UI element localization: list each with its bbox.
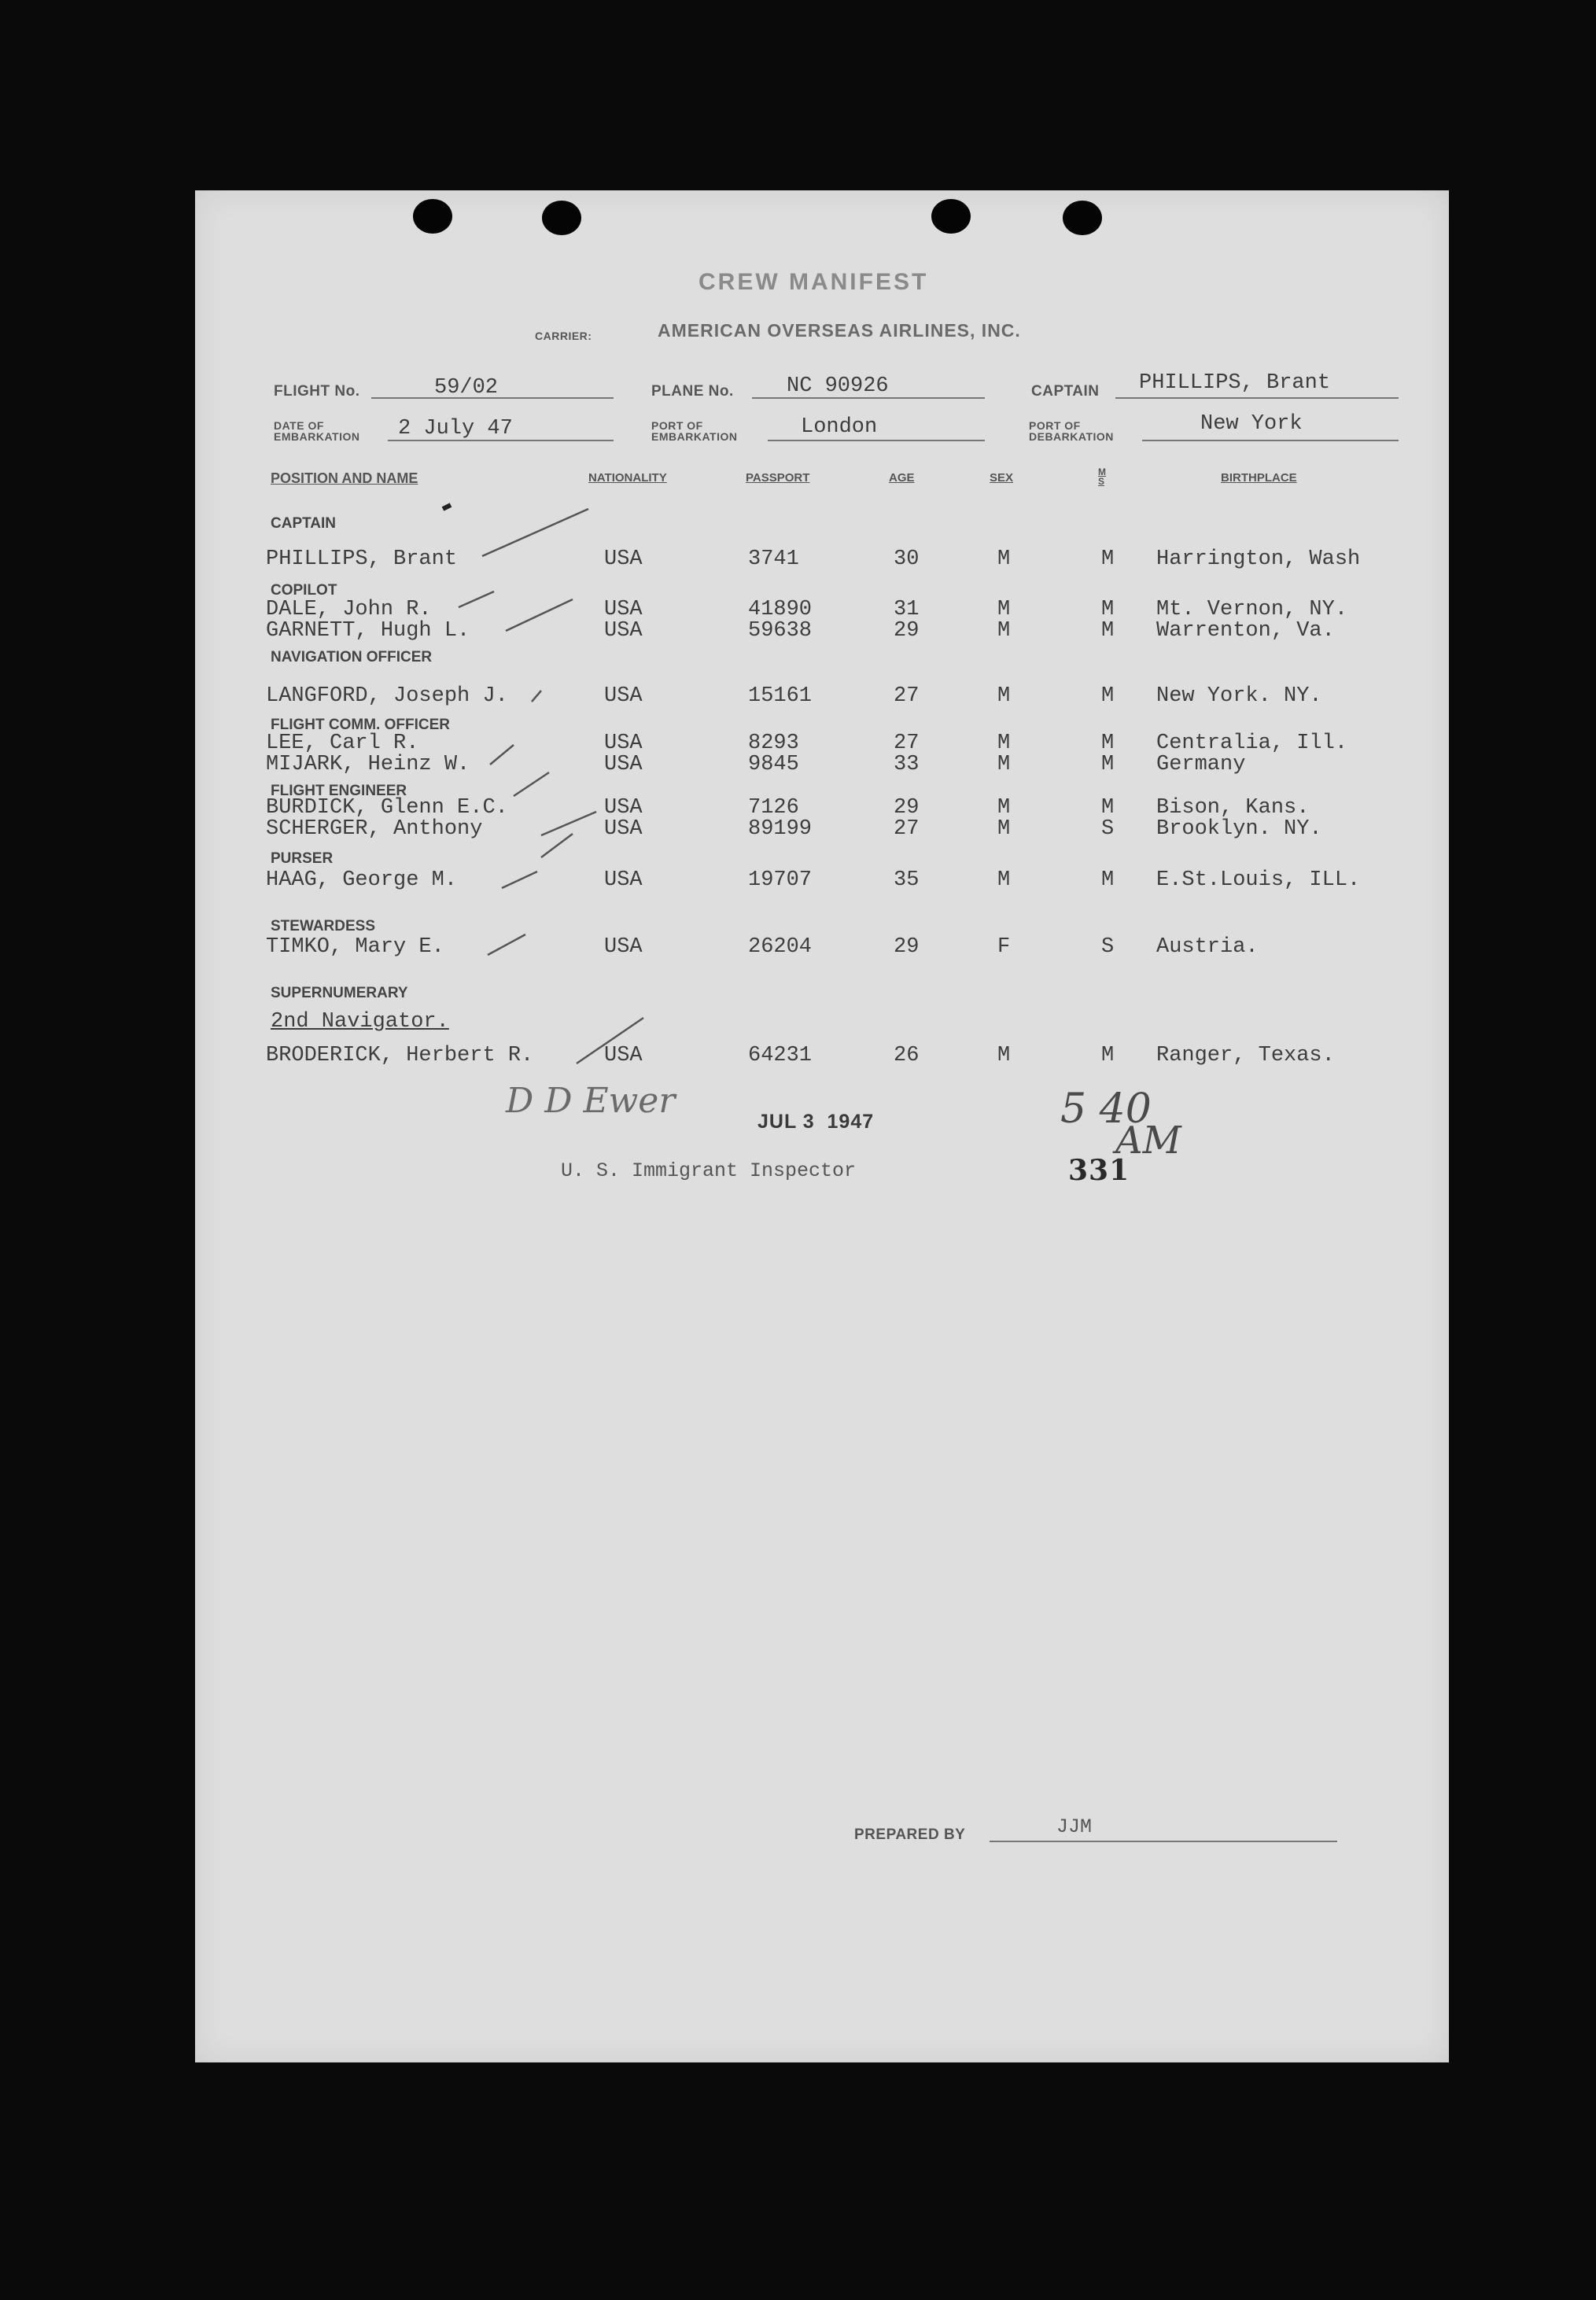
crew-age: 35 [894,868,920,892]
category-captain: CAPTAIN [271,515,337,532]
crew-sex: M [997,1044,1011,1067]
captain-label: CAPTAIN [1031,383,1100,400]
crew-age: 29 [894,935,920,959]
crew-birthplace: Brooklyn. NY. [1156,817,1322,841]
crew-passport: 64231 [748,1044,813,1067]
carrier-label: CARRIER: [535,330,592,342]
crew-sex: M [997,598,1011,621]
crew-nationality: USA [604,796,643,820]
prepared-by-label: PREPARED BY [854,1826,966,1843]
port-embarkation-label: PORT OF EMBARKATION [651,419,738,443]
crew-name: BRODERICK, Herbert R. [266,1044,534,1067]
page-number: 331 [1068,1154,1130,1187]
crew-sex: F [997,935,1011,959]
crew-birthplace: Mt. Vernon, NY. [1156,598,1348,621]
crew-name: DALE, John R. [266,598,432,621]
crew-birthplace: Centralia, Ill. [1156,732,1348,755]
crew-nationality: USA [604,684,643,708]
crew-nationality: USA [604,598,643,621]
port-debarkation-label: PORT OF DEBARKATION [1029,419,1114,443]
manifest-sheet [195,190,1449,2062]
crew-age: 27 [894,732,920,755]
crew-nationality: USA [604,619,643,643]
field-underline [388,440,614,441]
crew-passport: 59638 [748,619,813,643]
crew-passport: 3741 [748,547,799,571]
field-underline [1115,397,1399,399]
category-engineer: FLIGHT ENGINEER [271,783,407,799]
date-value: 2 July 47 [398,417,513,440]
crew-name: TIMKO, Mary E. [266,935,444,959]
crew-name: SCHERGER, Anthony [266,817,483,841]
prepared-by-value: JJM [1056,1815,1093,1838]
port-embarkation-value: London [801,415,878,439]
form-title: CREW MANIFEST [698,269,929,295]
check-mark [195,190,196,191]
inspector-signature: D D Ewer [506,1081,676,1121]
crew-birthplace: Ranger, Texas. [1156,1044,1335,1067]
category-stewardess: STEWARDESS [271,918,376,934]
crew-birthplace: New York. NY. [1156,684,1322,708]
col-nationality: NATIONALITY [588,471,667,485]
crew-age: 31 [894,598,920,621]
category-supernumerary: SUPERNUMERARY [271,985,408,1001]
col-age: AGE [889,471,915,485]
crew-marital-status: S [1101,935,1115,959]
crew-name: MIJARK, Heinz W. [266,753,470,776]
crew-name: PHILLIPS, Brant [266,547,458,571]
crew-sex: M [997,796,1011,820]
crew-name: LANGFORD, Joseph J. [266,684,508,708]
crew-age: 30 [894,547,920,571]
crew-marital-status: M [1101,868,1115,892]
punch-hole [1063,201,1102,235]
col-marital-status: M S [1098,466,1106,487]
crew-age: 27 [894,817,920,841]
crew-passport: 19707 [748,868,813,892]
crew-birthplace: Warrenton, Va. [1156,619,1335,643]
crew-sex: M [997,684,1011,708]
crew-marital-status: M [1101,732,1115,755]
category-copilot: COPILOT [271,582,337,599]
date-label: DATE OF EMBARKATION [274,419,360,443]
crew-name: LEE, Carl R. [266,732,419,755]
port-debarkation-value: New York [1200,412,1303,436]
crew-birthplace: Austria. [1156,935,1259,959]
crew-marital-status: M [1101,547,1115,571]
crew-age: 33 [894,753,920,776]
crew-passport: 8293 [748,732,799,755]
field-underline [1142,440,1399,441]
carrier-name: AMERICAN OVERSEAS AIRLINES, INC. [658,320,1021,341]
crew-nationality: USA [604,732,643,755]
col-position: POSITION AND NAME [271,470,418,486]
crew-marital-status: M [1101,1044,1115,1067]
category-comm: FLIGHT COMM. OFFICER [271,717,450,733]
col-birthplace: BIRTHPLACE [1221,471,1297,485]
crew-marital-status: S [1101,817,1115,841]
stamp-date: JUL 3 1947 [757,1111,875,1133]
plane-no-label: PLANE No. [651,383,734,400]
crew-sex: M [997,868,1011,892]
arrival-ampm: AM [1115,1119,1181,1163]
crew-birthplace: E.St.Louis, ILL. [1156,868,1361,892]
crew-birthplace: Harrington, Wash [1156,547,1361,571]
crew-passport: 9845 [748,753,799,776]
crew-sex: M [997,817,1011,841]
crew-age: 27 [894,684,920,708]
crew-passport: 41890 [748,598,813,621]
field-underline [768,440,985,441]
crew-nationality: USA [604,547,643,571]
crew-name: GARNETT, Hugh L. [266,619,470,643]
crew-nationality: USA [604,753,643,776]
flight-no-value: 59/02 [434,376,499,400]
col-sex: SEX [990,471,1014,485]
supernumerary-note: 2nd Navigator. [271,1010,449,1034]
crew-passport: 15161 [748,684,813,708]
field-underline [371,397,614,399]
crew-nationality: USA [604,1044,643,1067]
crew-age: 29 [894,796,920,820]
field-underline [990,1841,1337,1842]
crew-sex: M [997,753,1011,776]
plane-no-value: NC 90926 [787,374,889,398]
crew-marital-status: M [1101,796,1115,820]
crew-nationality: USA [604,868,643,892]
crew-birthplace: Germany [1156,753,1246,776]
crew-passport: 7126 [748,796,799,820]
crew-age: 29 [894,619,920,643]
crew-marital-status: M [1101,619,1115,643]
arrival-time: 5 40 [1060,1085,1152,1133]
flight-no-label: FLIGHT No. [274,383,360,400]
inspector-title: U. S. Immigrant Inspector [561,1159,857,1182]
captain-value: PHILLIPS, Brant [1139,371,1331,395]
crew-name: HAAG, George M. [266,868,458,892]
crew-passport: 26204 [748,935,813,959]
crew-marital-status: M [1101,753,1115,776]
field-underline [752,397,985,399]
crew-age: 26 [894,1044,920,1067]
category-navigation: NAVIGATION OFFICER [271,649,433,665]
punch-hole [931,199,971,234]
crew-sex: M [997,619,1011,643]
category-purser: PURSER [271,850,334,867]
punch-hole [413,199,452,234]
punch-hole [542,201,581,235]
crew-nationality: USA [604,817,643,841]
crew-name: BURDICK, Glenn E.C. [266,796,508,820]
crew-marital-status: M [1101,684,1115,708]
col-passport: PASSPORT [746,471,810,485]
crew-passport: 89199 [748,817,813,841]
crew-birthplace: Bison, Kans. [1156,796,1310,820]
crew-sex: M [997,547,1011,571]
crew-nationality: USA [604,935,643,959]
crew-sex: M [997,732,1011,755]
crew-marital-status: M [1101,598,1115,621]
